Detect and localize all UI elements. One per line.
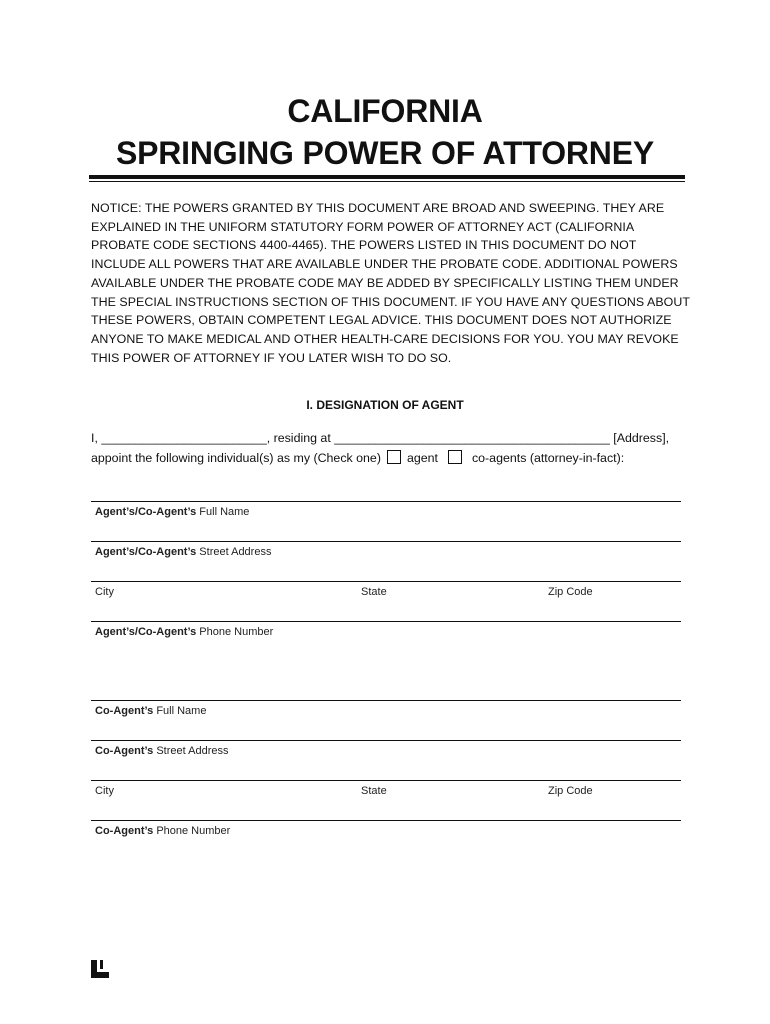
title-divider-thick — [89, 175, 685, 179]
coagent-city-state-zip-field[interactable] — [91, 780, 681, 781]
section-heading-designation: I. DESIGNATION OF AGENT — [306, 398, 464, 412]
coagent-zip-label: Zip Code — [548, 785, 593, 797]
agent-street-label: Agent’s/Co-Agent’s Street Address — [95, 546, 272, 558]
principal-designation-line[interactable]: I, ________________________, residing at ________________________________________ [Address], — [91, 431, 670, 445]
appoint-line — [91, 450, 624, 465]
coagent-street-label: Co-Agent’s Street Address — [95, 745, 229, 757]
coagents-option-label: co-agents (attorney-in-fact): — [471, 451, 625, 465]
notice-paragraph: NOTICE: THE POWERS GRANTED BY THIS DOCUMENT ARE BROAD AND SWEEPING. THEY ARE EXPLAINED IN THE UNIFORM STATUTORY FORM POWER OF ATTORNEY ACT (CALIFORNIA PROBATE CODE SECTIONS 4400-4465). THE POWERS LISTED IN THIS DOCUMENT DO NOT INCLUDE ALL POWERS THAT ARE AVAILABLE UNDER THE PROBATE CODE. ADDITIONAL POWERS AVAILABLE UNDER THE PROBATE CODE MAY BE ADDED BY SPECIFICALLY LISTING THEM UNDER THE SPECIAL INSTRUCTIONS SECTION OF THIS DOCUMENT. IF YOU HAVE ANY QUESTIONS ABOUT THESE POWERS, OBTAIN COMPETENT LEGAL ADVICE. THIS DOCUMENT DOES NOT AUTHORIZE ANYONE TO MAKE MEDICAL AND OTHER HEALTH-CARE DECISIONS FOR YOU. YOU MAY REVOKE THIS POWER OF ATTORNEY IF YOU LATER WISH TO DO SO. — [91, 201, 690, 365]
document-title-line2: SPRINGING POWER OF ATTORNEY — [115, 135, 655, 171]
agent-name-label: Agent’s/Co-Agent’s Full Name — [95, 506, 250, 518]
appoint-prefix: appoint the following individual(s) as my (Check one) — [91, 451, 381, 465]
coagents-checkbox[interactable] — [448, 450, 462, 464]
agent-phone-field[interactable] — [91, 621, 681, 622]
coagent-street-field[interactable] — [91, 740, 681, 741]
agent-state-label: State — [361, 586, 387, 598]
coagent-name-field[interactable] — [91, 700, 681, 701]
agent-phone-label: Agent’s/Co-Agent’s Phone Number — [95, 626, 274, 638]
agent-name-field[interactable] — [91, 501, 681, 502]
agent-option-label: agent — [406, 451, 438, 465]
coagent-state-label: State — [361, 785, 387, 797]
coagent-phone-label: Co-Agent’s Phone Number — [95, 825, 231, 837]
coagent-city-label: City — [95, 785, 114, 797]
agent-checkbox[interactable] — [387, 450, 401, 464]
agent-zip-label: Zip Code — [548, 586, 593, 598]
coagent-phone-field[interactable] — [91, 820, 681, 821]
coagent-name-label: Co-Agent’s Full Name — [95, 705, 207, 717]
agent-city-state-zip-field[interactable] — [91, 581, 681, 582]
title-divider-thin — [89, 181, 685, 182]
document-logo-icon — [91, 960, 109, 978]
agent-city-label: City — [95, 586, 114, 598]
document-title-line1: CALIFORNIA — [287, 93, 483, 129]
agent-street-field[interactable] — [91, 541, 681, 542]
